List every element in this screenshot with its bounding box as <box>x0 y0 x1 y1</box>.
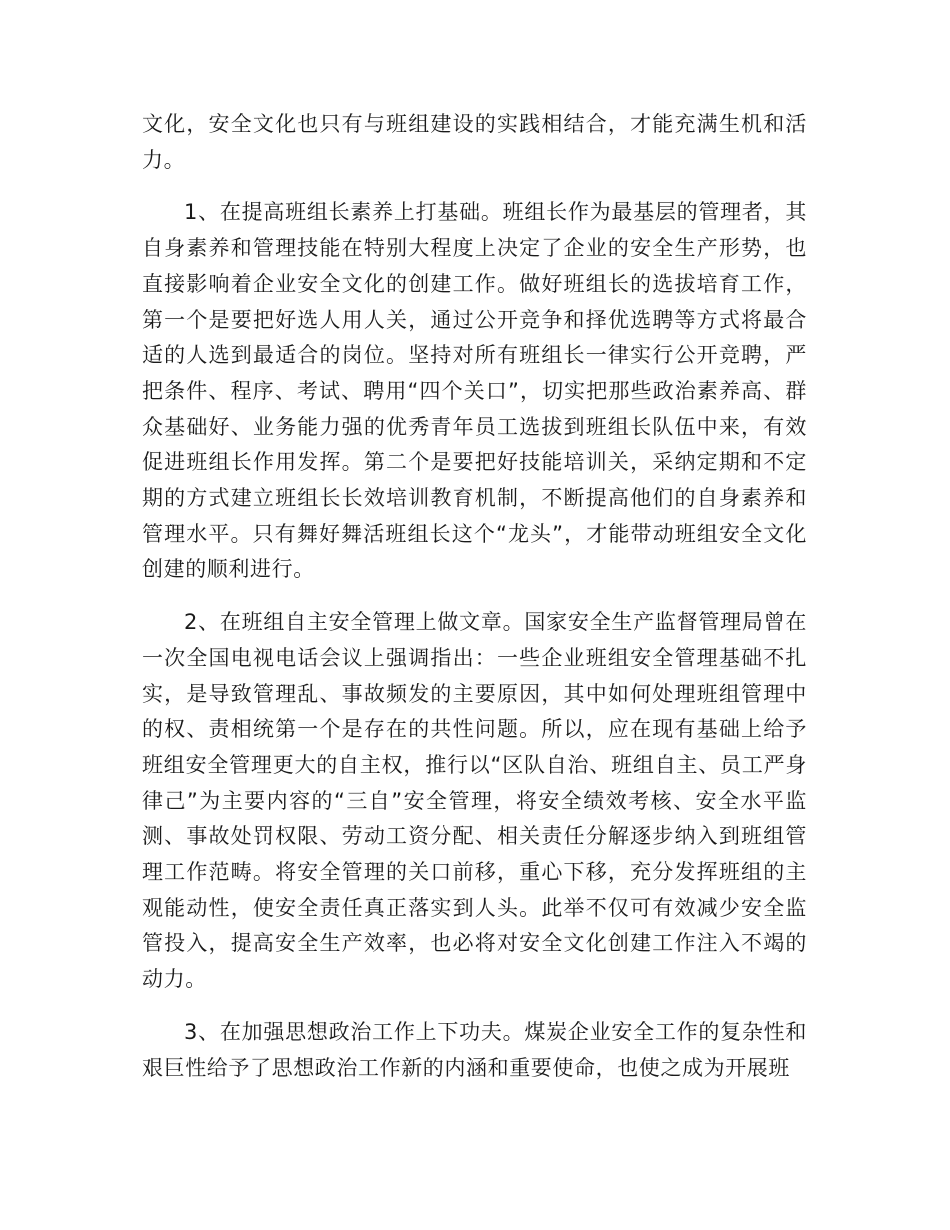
paragraph-continuation: 文化，安全文化也只有与班组建设的实践相结合，才能充满生机和活力。 <box>142 112 807 172</box>
document-body <box>142 107 807 1086</box>
paragraph-item-2: 2、在班组自主安全管理上做文章。国家安全生产监督管理局曾在一次全国电视电话会议上强调指出：一些企业班组安全管理基础不扎实，是导致管理乱、事故频发的主要原因，其中如何处理班组管理中的权、责相统第一个是存在的共性问题。所以，应在现有基础上给予班组安全管理更大的自主权，推行以“区队自治、班组自主、员工严身律己”为主要内容的“三自”安全管理，将安全绩效考核、安全水平监测、事故处罚权限、劳动工资分配、相关责任分解逐步纳入到班组管理工作范畴。将安全管理的关口前移，重心下移，充分发挥班组的主观能动性，使安全责任真正落实到人头。此举不仅可有效减少安全监管投入，提高安全生产效率，也必将对安全文化创建工作注入不竭的动力。 <box>142 610 807 992</box>
paragraph-item-1: 1、在提高班组长素养上打基础。班组长作为最基层的管理者，其自身素养和管理技能在特别大程度上决定了企业的安全生产形势，也直接影响着企业安全文化的创建工作。做好班组长的选拔培育工作，第一个是要把好选人用人关，通过公开竞争和择优选聘等方式将最合适的人选到最适合的岗位。坚持对所有班组长一律实行公开竞聘，严把条件、程序、考试、聘用“四个关口”，切实把那些政治素养高、群众基础好、业务能力强的优秀青年员工选拔到班组长队伍中来，有效促进班组长作用发挥。第二个是要把好技能培训关，采纳定期和不定期的方式建立班组长长效培训教育机制，不断提高他们的自身素养和管理水平。只有舞好舞活班组长这个“龙头”，才能带动班组安全文化创建的顺利进行。 <box>142 200 807 582</box>
paragraph-item-3: 3、在加强思想政治工作上下功夫。煤炭企业安全工作的复杂性和艰巨性给予了思想政治工作新的内涵和重要使命，也使之成为开展班 <box>142 1019 807 1080</box>
